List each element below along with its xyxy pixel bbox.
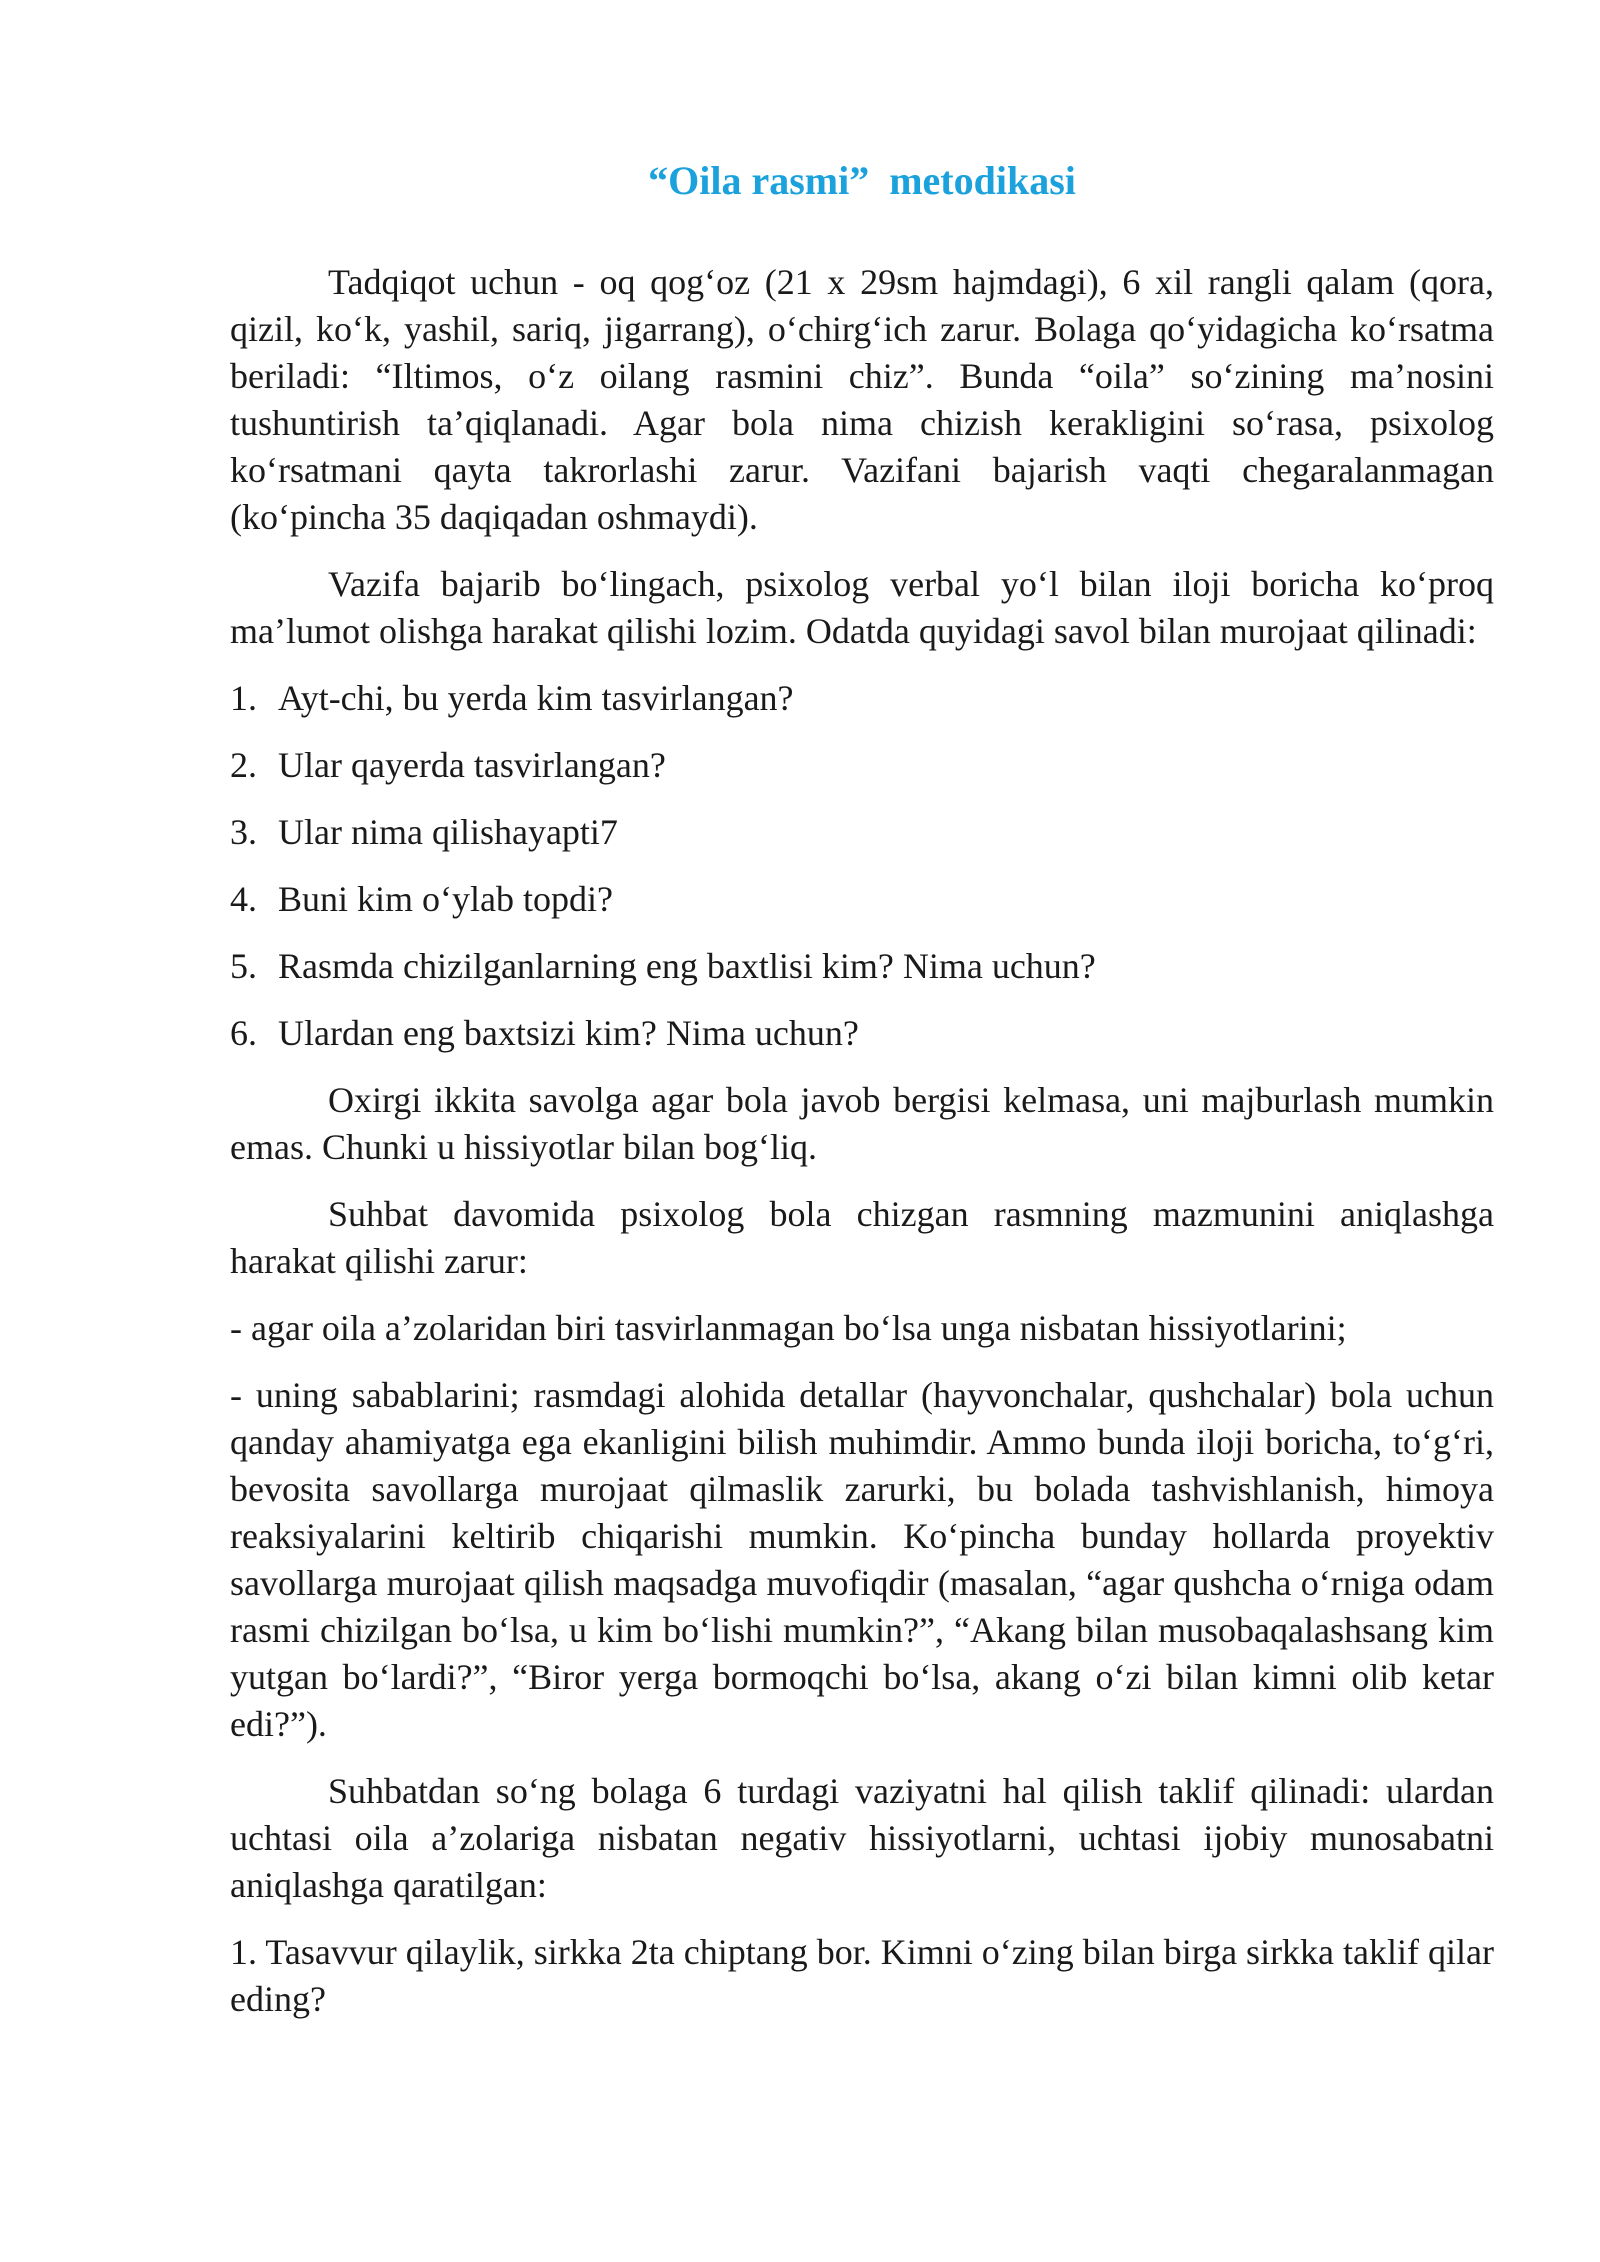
list-item-text: Ulardan eng baxtsizi kim? Nima uchun?	[278, 1013, 859, 1053]
question-list	[230, 675, 1494, 1057]
paragraph-situations-intro: Suhbatdan so‘ng bolaga 6 turdagi vaziyatni hal qilish taklif qilinadi: ulardan uchtasi oila a’zolariga nisbatan negativ hissiyotlarni, uchtasi ijobiy munosabatni aniqlashga qaratilgan:	[230, 1771, 1494, 1905]
paragraph-after-task: Vazifa bajarib bo‘lingach, psixolog verbal yo‘l bilan iloji boricha ko‘proq ma’lumot olishga harakat qilishi lozim. Odatda quyidagi savol bilan murojaat qilinadi:	[230, 564, 1494, 651]
paragraph-materials: Tadqiqot uchun - oq qog‘oz (21 x 29sm hajmdagi), 6 xil rangli qalam (qora, qizil, ko‘k, yashil, sariq, jigarrang), o‘chirg‘ich zarur. Bolaga qo‘yidagicha ko‘rsatma beriladi: “Iltimos, o‘z oilang rasmini chiz”. Bunda “oila” so‘zining ma’nosini tushuntirish ta’qiqlanadi. Agar bola nima chizish kerakligini so‘rasa, psixolog ko‘rsatmani qayta takrorlashi zarur. Vazifani bajarish vaqti chegaralanmagan (ko‘pincha 35 daqiqadan oshmaydi).	[230, 262, 1494, 537]
list-item-number: 5.	[230, 946, 257, 986]
list-item-number: 3.	[230, 812, 257, 852]
list-item-number: 1.	[230, 678, 257, 718]
list-item-number: 4.	[230, 879, 257, 919]
list-item-text: Ular qayerda tasvirlangan?	[278, 745, 666, 785]
paragraph-dash-reasons: - uning sabablarini; rasmdagi alohida detallar (hayvonchalar, qushchalar) bola uchun qanday ahamiyatga ega ekanligini bilish muhimdir. Ammo bunda iloji boricha, to‘g‘ri, bevosita savollarga murojaat qilmaslik zarurki, bu bolada tashvishlanish, himoya reaksiyalarini keltirib chiqarishi mumkin. Ko‘pincha bunday hollarda proyektiv savollarga murojaat qilish maqsadga muvofiqdir (masalan, “agar qushcha o‘rniga odam rasmi chizilgan bo‘lsa, u kim bo‘lishi mumkin?”, “Akang bilan musobaqalashsang kim yutgan bo‘lardi?”, “Biror yerga bormoqchi bo‘lsa, akang o‘zi bilan kimni olib ketar edi?”).	[230, 1375, 1494, 1744]
paragraph-situation-1: 1. Tasavvur qilaylik, sirkka 2ta chiptang bor. Kimni o‘zing bilan birga sirkka taklif qilar eding?	[230, 1932, 1494, 2019]
list-item-number: 6.	[230, 1013, 257, 1053]
list-item-text: Ayt-chi, bu yerda kim tasvirlangan?	[278, 678, 794, 718]
list-item	[230, 809, 1494, 856]
paragraph-last-questions: Oxirgi ikkita savolga agar bola javob bergisi kelmasa, uni majburlash mumkin emas. Chunki u hissiyotlar bilan bog‘liq.	[230, 1080, 1494, 1167]
document-page	[230, 140, 1494, 2043]
list-item-text: Buni kim o‘ylab topdi?	[278, 879, 613, 919]
list-item	[230, 943, 1494, 990]
list-item	[230, 876, 1494, 923]
list-item-number: 2.	[230, 745, 257, 785]
list-item	[230, 742, 1494, 789]
paragraph-conversation: Suhbat davomida psixolog bola chizgan rasmning mazmunini aniqlashga harakat qilishi zarur:	[230, 1194, 1494, 1281]
list-item-text: Ular nima qilishayapti7	[278, 812, 618, 852]
list-item-text: Rasmda chizilganlarning eng baxtlisi kim? Nima uchun?	[278, 946, 1096, 986]
list-item	[230, 1010, 1494, 1057]
page-title: “Oila rasmi” metodikasi	[648, 158, 1076, 203]
list-item	[230, 675, 1494, 722]
paragraph-dash-feelings: - agar oila a’zolaridan biri tasvirlanmagan bo‘lsa unga nisbatan hissiyotlarini;	[230, 1308, 1347, 1348]
